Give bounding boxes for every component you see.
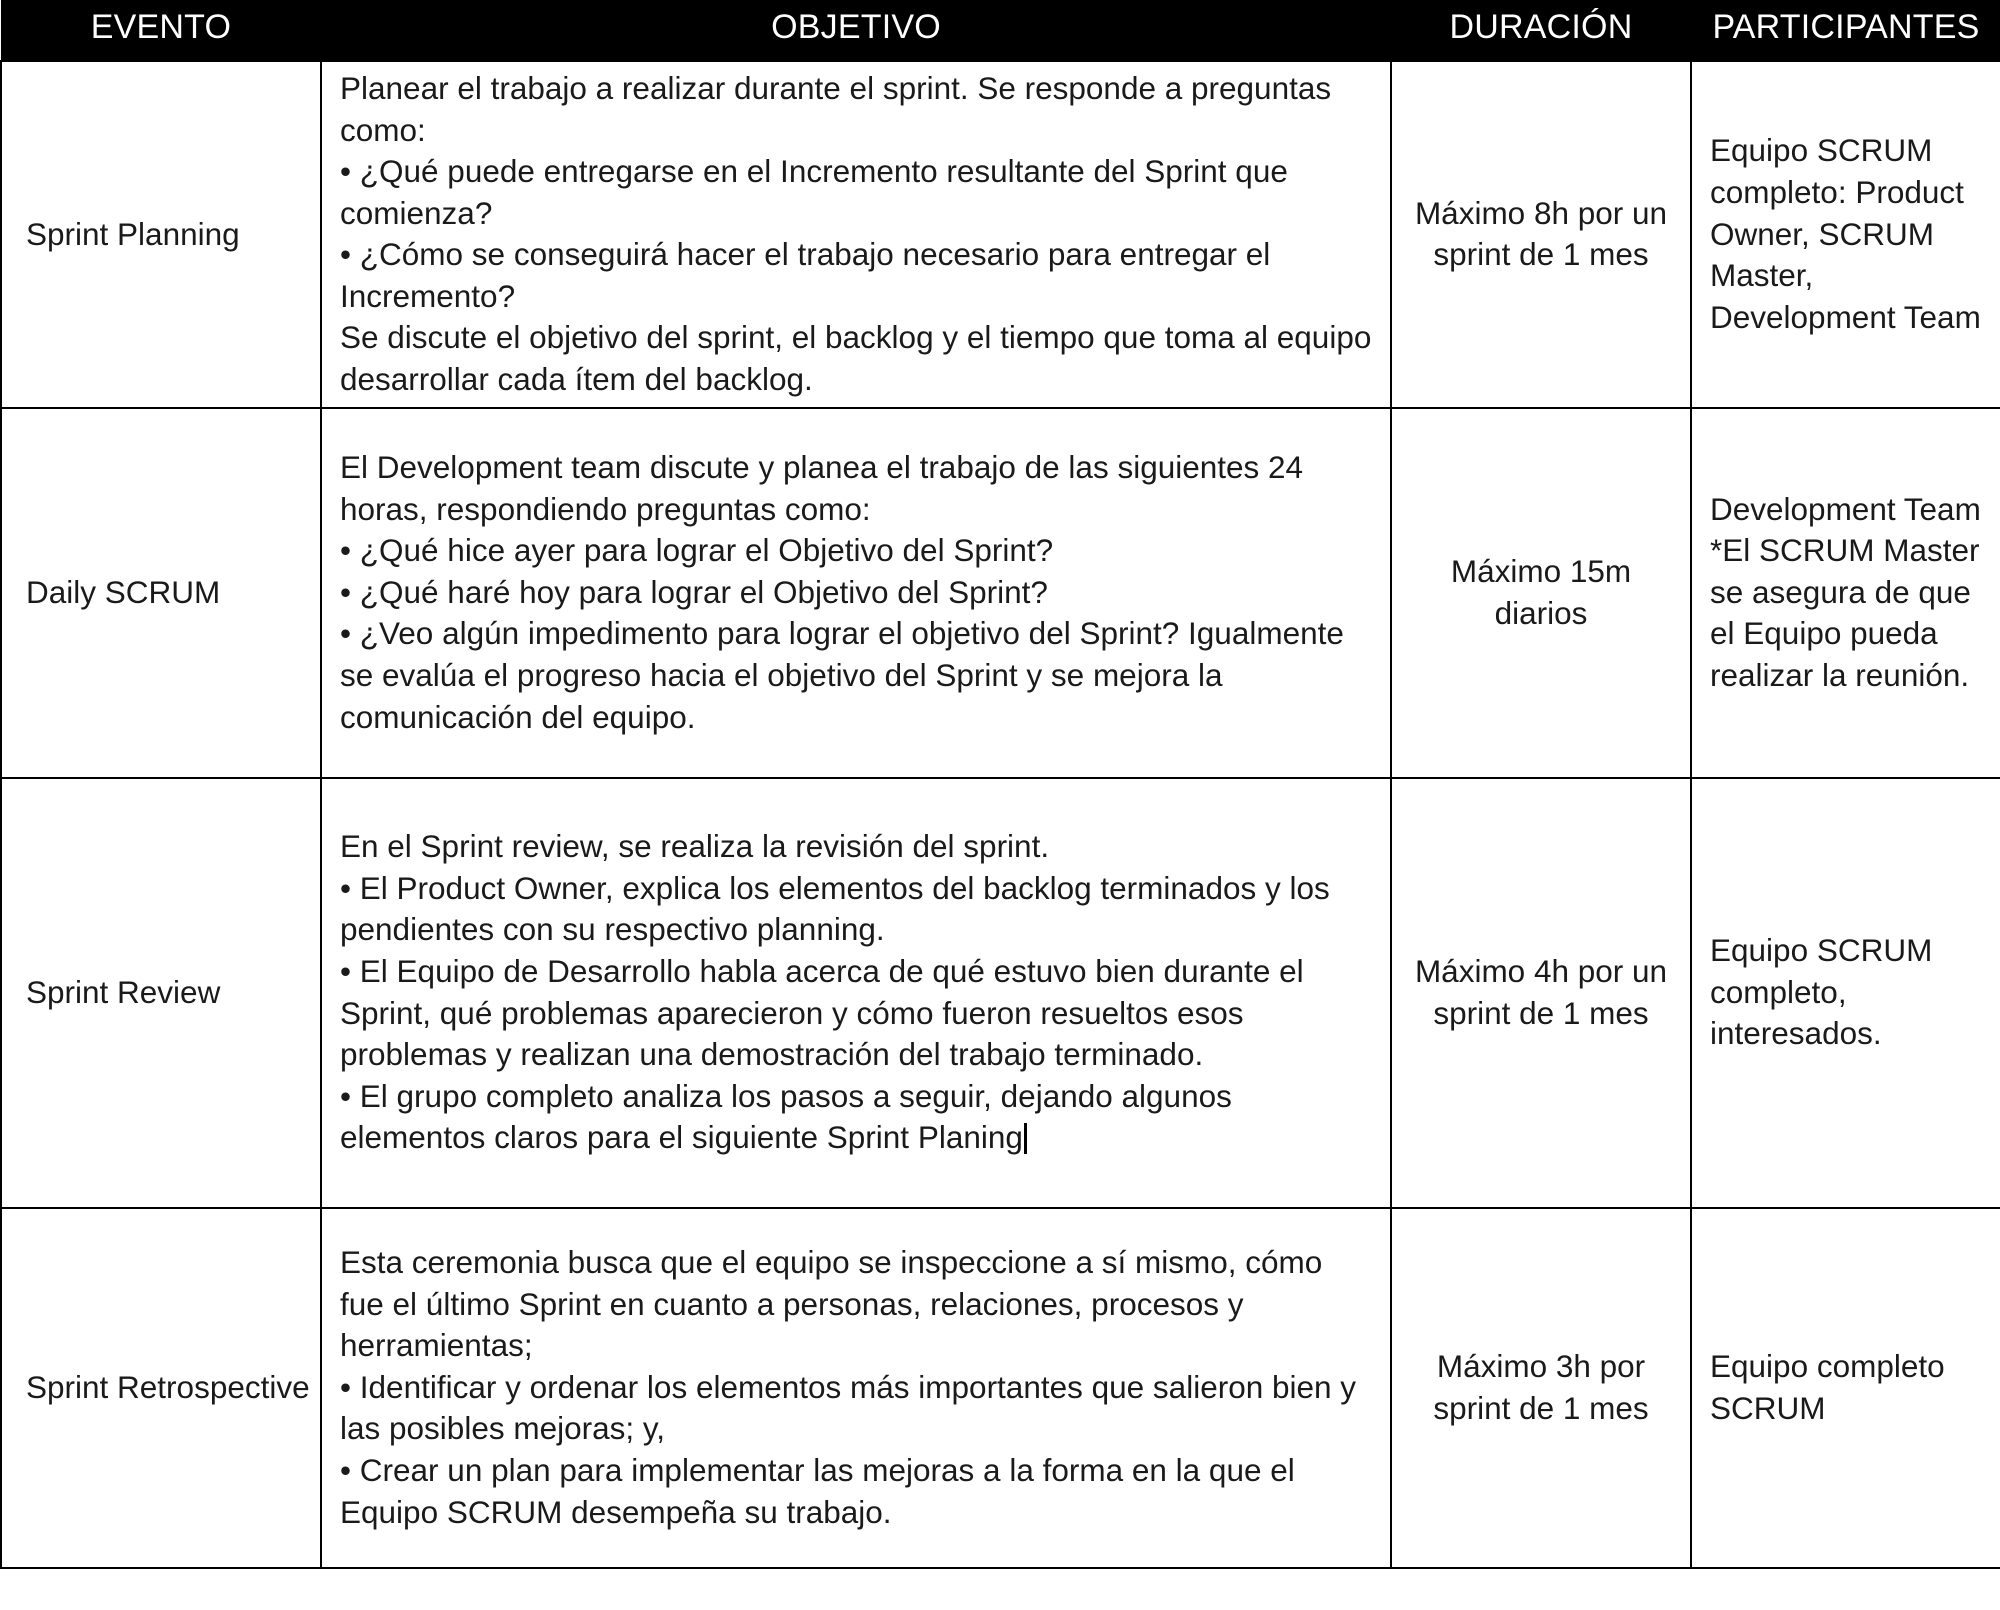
objetivo-line: Se discute el objetivo del sprint, el backlog y el tiempo que toma al equipo desarrollar cada ítem del backlog. [340,319,1381,398]
cell-duracion: Máximo 4h por un sprint de 1 mes [1391,778,1691,1208]
objetivo-line: Planear el trabajo a realizar durante el sprint. Se responde a preguntas como: [340,70,1340,148]
cell-objetivo [321,1208,1391,1568]
objetivo-line: • Identificar y ordenar los elementos más importantes que salieron bien y las posibles mejoras; y, [340,1368,1365,1447]
column-header-evento: EVENTO [1,0,321,61]
cell-participantes: Equipo completo SCRUM [1691,1208,2000,1568]
cell-evento: Sprint Planning [1,61,321,408]
cell-duracion: Máximo 15m diarios [1391,408,1691,778]
cell-evento: Daily SCRUM [1,408,321,778]
table-row [1,408,2000,778]
column-header-duracion: DURACIÓN [1391,0,1691,61]
objetivo-line: En el Sprint review, se realiza la revisión del sprint. [340,828,1050,865]
objetivo-line: • ¿Qué haré hoy para lograr el Objetivo del Sprint? [340,573,1048,610]
table-row [1,778,2000,1208]
table-body [1,61,2000,1568]
cell-evento: Sprint Review [1,778,321,1208]
cell-objetivo [321,408,1391,778]
table-header-row [1,0,2000,61]
cell-duracion: Máximo 3h por sprint de 1 mes [1391,1208,1691,1568]
cell-participantes: Development Team *El SCRUM Master se asegura de que el Equipo pueda realizar la reunión. [1691,408,2000,778]
objetivo-line: • ¿Qué hice ayer para lograr el Objetivo del Sprint? [340,532,1054,569]
cell-participantes: Equipo SCRUM completo, interesados. [1691,778,2000,1208]
cell-duracion: Máximo 8h por un sprint de 1 mes [1391,61,1691,408]
cell-evento: Sprint Retrospective [1,1208,321,1568]
objetivo-line-with-cursor [340,1076,1374,1159]
objetivo-line: El Development team discute y planea el trabajo de las siguientes 24 horas, respondiendo preguntas como: [340,449,1312,527]
cell-objetivo[interactable] [321,778,1391,1208]
objetivo-line: • ¿Cómo se conseguirá hacer el trabajo necesario para entregar el Incremento? [340,236,1280,314]
table-row [1,1208,2000,1568]
cell-objetivo [321,61,1391,408]
cell-participantes: Equipo SCRUM completo: Product Owner, SCRUM Master, Development Team [1691,61,2000,408]
table-row [1,61,2000,408]
objetivo-line: • Crear un plan para implementar las mejoras a la forma en la que el Equipo SCRUM desempeña su trabajo. [340,1451,1304,1530]
table-header [1,0,2000,61]
text-cursor-caret [1024,1123,1027,1154]
objetivo-line: • El Product Owner, explica los elementos del backlog terminados y los pendientes con su respectivo planning. [340,869,1339,948]
objetivo-line: • ¿Veo algún impedimento para lograr el objetivo del Sprint? Igualmente se evalúa el progreso hacia el objetivo del Sprint y se mejora la comunicación del equipo. [340,615,1353,735]
objetivo-line: Esta ceremonia busca que el equipo se inspeccione a sí mismo, cómo fue el último Sprint en cuanto a personas, relaciones, procesos y herramientas; [340,1244,1332,1364]
objetivo-line: • ¿Qué puede entregarse en el Incremento resultante del Sprint que comienza? [340,153,1297,231]
objetivo-line-text: • El grupo completo analiza los pasos a seguir, dejando algunos elementos claros para el siguiente Sprint Planing [340,1077,1241,1156]
column-header-objetivo: OBJETIVO [321,0,1391,61]
objetivo-line: • El Equipo de Desarrollo habla acerca de qué estuvo bien durante el Sprint, qué problemas aparecieron y cómo fueron resueltos esos problemas y realizan una demostración del trabajo terminado. [340,953,1313,1073]
column-header-participantes: PARTICIPANTES [1691,0,2000,61]
